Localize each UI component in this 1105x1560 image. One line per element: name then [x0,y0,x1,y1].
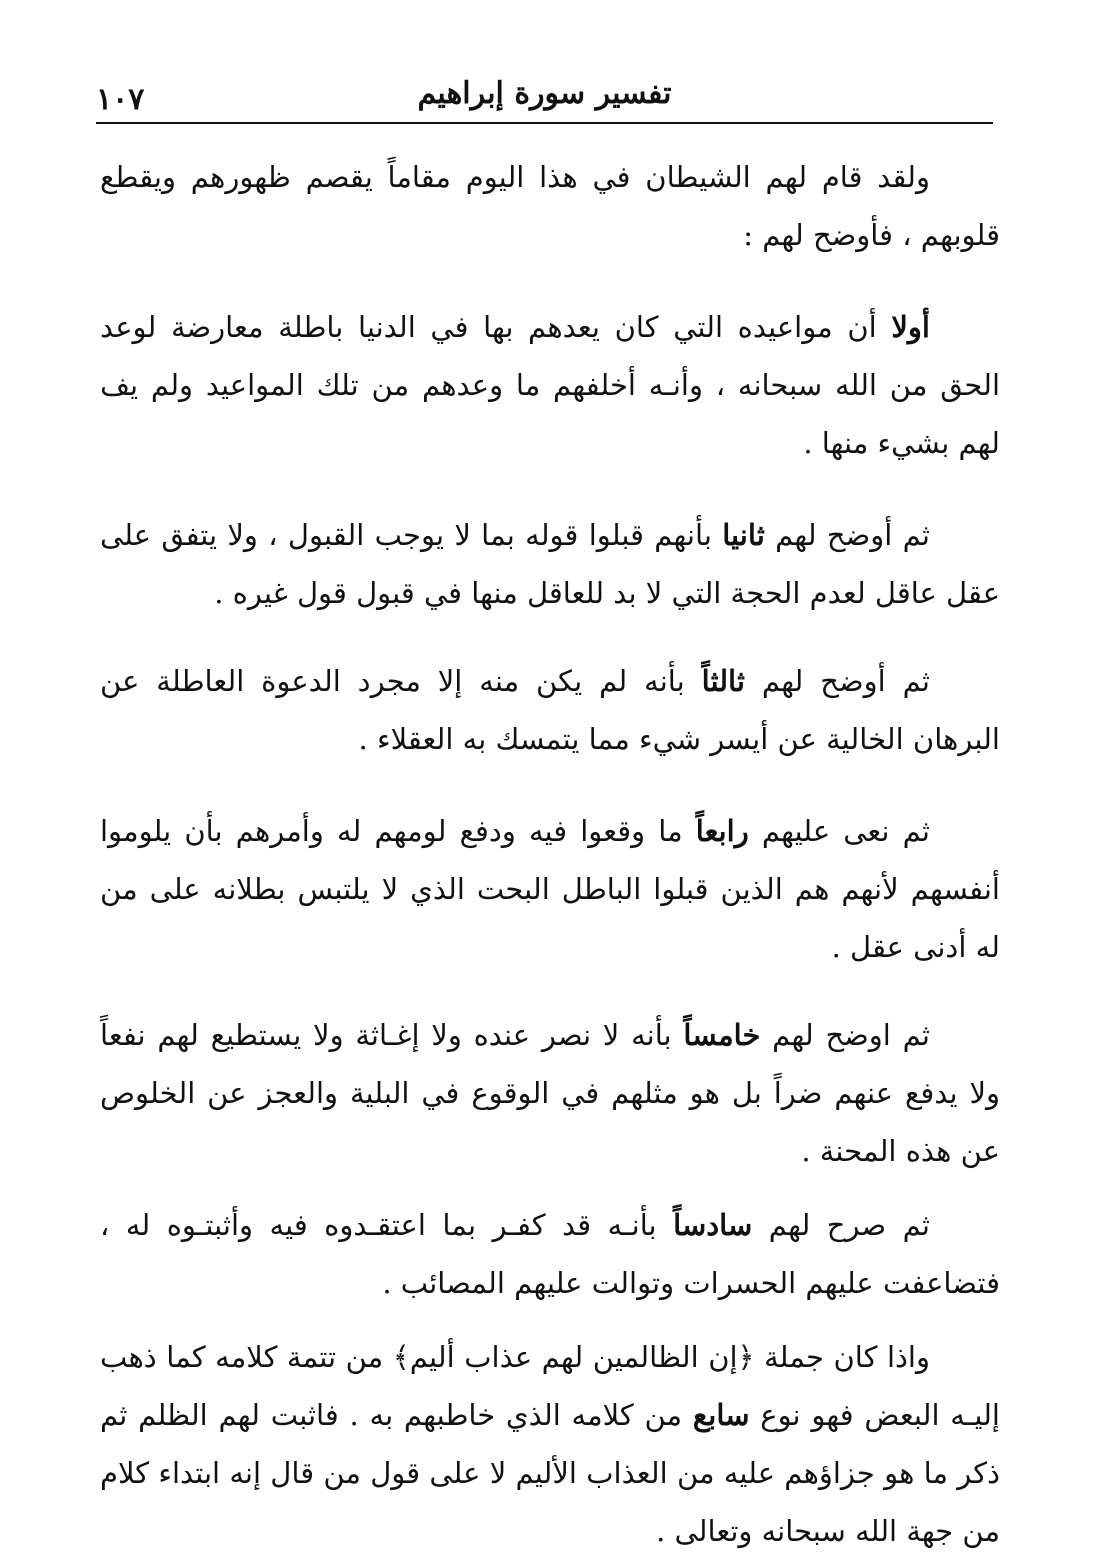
paragraph-text: من كلامه الذي خاطبهم به . فاثبت لهم الظلم ثم ذكر ما هو جزاؤهم عليه من العذاب الأليم لا على قول من قال إنه ابتداء كلام من جهة الله سبحانه وتعالى . [100,1398,1000,1548]
paragraph-text: بأنه لم يكن منه إلا مجرد الدعوة العاطلة عن البرهان الخالية عن أيسر شيء مما يتمسك به العقلاء . [100,664,1000,756]
ordinal-keyword: ثانيا [722,518,765,552]
ordinal-keyword: سادساً [673,1208,753,1242]
running-title: تفسير سورة إبراهيم [417,76,672,111]
paragraph-second [100,506,1000,622]
paragraph-lead: ثم اوضح لهم [760,1018,930,1052]
paragraph-text: بأنـه قد كفـر بما اعتقـدوه فيه وأثبتـوه له ، فتضاعفت عليهم الحسرات وتوالت عليهم المصائب . [100,1208,1000,1300]
ordinal-keyword: خامساً [683,1018,761,1052]
ordinal-keyword: سابع [692,1398,750,1432]
paragraph-text: بأنه لا نصر عنده ولا إغـاثة ولا يستطيع لهم نفعاً ولا يدفع عنهم ضراً بل هو مثلهم في الوقوع في البلية والعجز عن الخلوص عن هذه المحنة . [100,1018,1000,1168]
header-rule [96,122,993,124]
page-number: ١٠٧ [96,82,145,117]
paragraph-third [100,652,1000,768]
paragraph-text: بأنهم قبلوا قوله بما لا يوجب القبول ، ولا يتفق على عقل عاقل لعدم الحجة التي لا بد للعاقل منها في قبول قول غيره . [100,518,1000,610]
paragraph-fourth [100,802,1000,976]
page-header [96,76,993,124]
paragraph-intro [100,148,1000,264]
paragraph-text: ولقد قام لهم الشيطان في هذا اليوم مقاماً يقصم ظهورهم ويقطع قلوبهم ، فأوضح لهم : [100,160,1000,252]
ordinal-keyword: رابعاً [695,814,749,848]
paragraph-lead: واذا كان جملة ﴿إن الظالمين لهم عذاب أليم﴾ من تتمة كلامه كما ذهب إليـه البعض فهو نوع [100,1340,1000,1432]
paragraph-lead: ثم صرح لهم [752,1208,930,1242]
paragraph-text: ما وقعوا فيه ودفع لومهم له وأمرهم بأن يلوموا أنفسهم لأنهم هم الذين قبلوا الباطل البحت الذي لا يلتبس بطلانه على من له أدنى عقل . [100,814,1000,964]
body-text [100,148,1000,1560]
paragraph-sixth [100,1196,1000,1312]
paragraph-first [100,298,1000,472]
paragraph-lead: ثم نعى عليهم [748,814,930,848]
paragraph-lead: ثم أوضح لهم [744,664,931,698]
ordinal-keyword: ثالثاً [701,664,745,698]
paragraph-seventh [100,1328,1000,1560]
paragraph-fifth [100,1006,1000,1180]
paragraph-text: أن مواعيده التي كان يعدهم بها في الدنيا باطلة معارضة لوعد الحق من الله سبحانه ، وأنـه أخلفهم ما وعدهم من تلك المواعيد ولم يف لهم بشيء منها . [100,310,1000,460]
paragraph-lead: ثم أوضح لهم [764,518,931,552]
ordinal-keyword: أولا [891,310,930,344]
